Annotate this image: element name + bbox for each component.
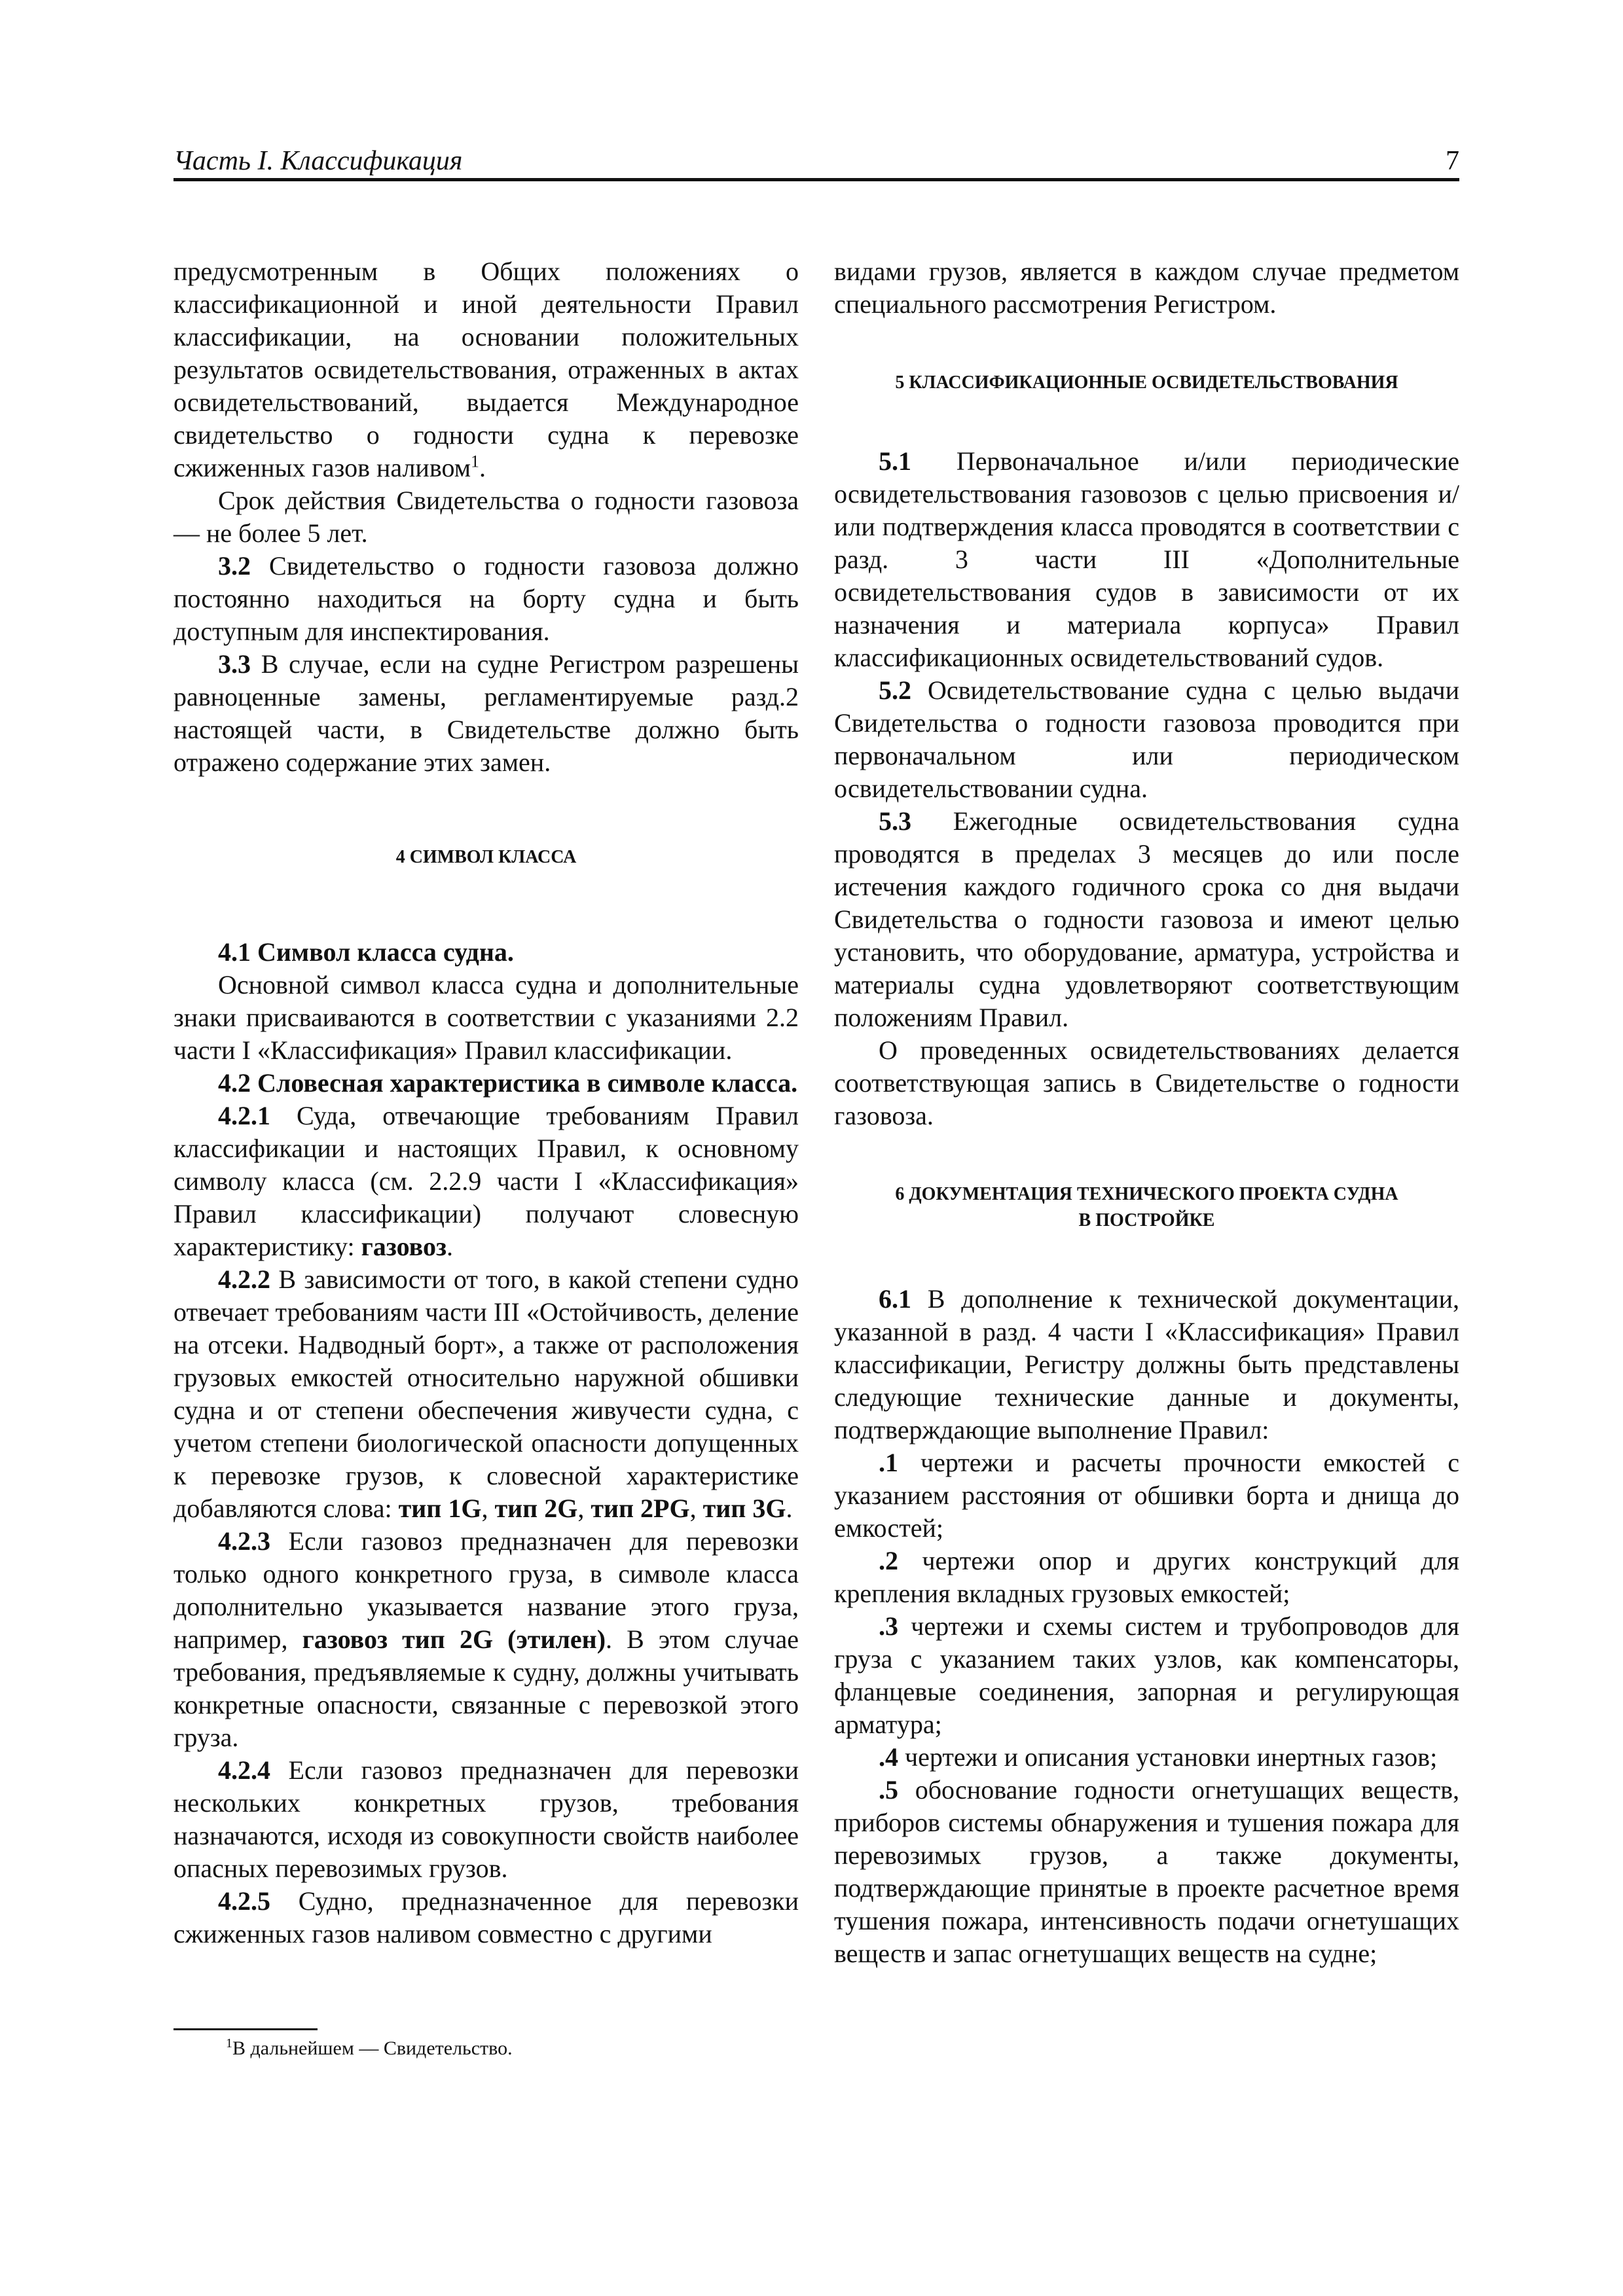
subsection-heading-4-1: 4.1 Символ класса судна. (218, 937, 514, 967)
paragraph-6-1: 6.1 В дополнение к технической документации, указанной в разд. 4 части I «Классификация» Правил классификации, Регистру должны быть представлены следующие технические данные и документы, подтверждающие выполнение Правил: (834, 1284, 1459, 1444)
section-heading-6: 6 ДОКУМЕНТАЦИЯ ТЕХНИЧЕСКОГО ПРОЕКТА СУДНА В ПОСТРОЙКЕ (895, 1184, 1398, 1230)
footnote-rule (173, 2028, 318, 2030)
paragraph-4-2-2: 4.2.2 В зависимости от того, в какой степени судно отвечает требованиям части III «Остойчивость, деление на отсеки. Надводный борт», а также от расположения грузовых емкостей относительно наружной обшивки судна и от степени обеспечения живучести судна, с учетом степени биологической опасности допущенных к перевозке грузов, к словесной характеристике добавляются слова: тип 1G, тип 2G, тип 2PG, тип 3G. (173, 1265, 799, 1523)
footnote-marker: 1 (471, 452, 480, 471)
running-header (173, 145, 1459, 178)
right-column (834, 255, 1459, 1970)
paragraph-continued: видами грузов, является в каждом случае предметом специального рассмотрения Регистром. (834, 257, 1459, 319)
list-item-2: .2 чертежи опор и других конструкций для крепления вкладных грузовых емкостей; (834, 1546, 1459, 1608)
subsection-heading-4-2: 4.2 Словесная характеристика в символе класса. (218, 1068, 798, 1098)
footnote-number: 1 (226, 2036, 232, 2051)
paragraph-3-2: 3.2 Свидетельство о годности газовоза должно постоянно находиться на борту судна и быть доступным для инспектирования. (173, 551, 799, 646)
list-item-1: .1 чертежи и расчеты прочности емкостей с указанием расстояния от обшивки борта и днища до емкостей; (834, 1448, 1459, 1543)
paragraph-4-2-3: 4.2.3 Если газовоз предназначен для перевозки только одного конкретного груза, в символе класса дополнительно указывается название этого груза, например, газовоз тип 2G (этилен). В этом случае требования, предъявляемые к судну, должны учитывать конкретные опасности, связанные с перевозкой этого груза. (173, 1526, 799, 1752)
paragraph-5-2: 5.2 Освидетельствование судна с целью выдачи Свидетельства о годности газовоза проводится при первоначальном или периодическом освидетельствовании судна. (834, 675, 1459, 803)
paragraph-4-1: Основной символ класса судна и дополнительные знаки присваиваются в соответствии с указаниями 2.2 части I «Классификация» Правил классификации. (173, 970, 799, 1065)
paragraph-4-2-5: 4.2.5 Судно, предназначенное для перевозки сжиженных газов наливом совместно с другими (173, 1886, 799, 1948)
list-item-3: .3 чертежи и схемы систем и трубопроводов для груза с указанием таких узлов, как компенсаторы, фланцевые соединения, запорная и регулирующая арматура; (834, 1611, 1459, 1739)
left-column (173, 255, 799, 1950)
list-item-4: .4 чертежи и описания установки инертных газов; (879, 1742, 1438, 1772)
footnote (226, 2036, 513, 2062)
section-heading-4: 4 СИМВОЛ КЛАССА (395, 847, 577, 867)
paragraph-3-3: 3.3 В случае, если на судне Регистром разрешены равноценные замены, регламентируемые разд.2 настоящей части, в Свидетельстве должно быть отражено содержание этих замен. (173, 649, 799, 777)
page-number: 7 (1446, 146, 1459, 176)
paragraph-5-4: О проведенных освидетельствованиях делается соответствующая запись в Свидетельстве о годности газовоза. (834, 1035, 1459, 1130)
paragraph-4-2-4: 4.2.4 Если газовоз предназначен для перевозки нескольких конкретных грузов, требования назначаются, исходя из совокупности свойств наиболее опасных перевозимых грузов. (173, 1755, 799, 1883)
paragraph-4-2-1: 4.2.1 Суда, отвечающие требованиям Правил классификации и настоящих Правил, к основному символу класса (см. 2.2.9 части I «Классификация» Правил классификации) получают словесную характеристику: газовоз. (173, 1101, 799, 1261)
paragraph-5-3: 5.3 Ежегодные освидетельствования судна проводятся в пределах 3 месяцев до или после истечения каждого годичного срока со дня выдачи Свидетельства о годности газовоза и имеют целью установить, что оборудование, арматура, устройства и материалы судна удовлетворяют соответствующим положениям Правил. (834, 806, 1459, 1032)
paragraph-continued: предусмотренным в Общих положениях о классификационной и иной деятельности Правил классификации, на основании положительных результатов освидетельствования, отраженных в актах освидетельствований, выдается Международное свидетельство о годности судна к перевозке сжиженных газов наливом$^1$. (173, 257, 799, 482)
list-item-5: .5 обоснование годности огнетушащих веществ, приборов системы обнаружения и тушения пожара для перевозимых грузов, а также документы, подтверждающие принятые в проекте расчетное время тушения пожара, интенсивность подачи огнетушащих веществ и запас огнетушащих веществ на судне; (834, 1775, 1459, 1968)
footnote-text: В дальнейшем — Свидетельство. (232, 2037, 513, 2059)
paragraph-5-1: 5.1 Первоначальное и/или периодические освидетельствования газовозов с целью присвоения и/или подтверждения класса проводятся в соответствии с разд. 3 части III «Дополнительные освидетельствования судов в зависимости от их назначения и материала корпуса» Правил классификационных освидетельствований судов. (834, 446, 1459, 672)
section-heading-5: 5 КЛАССИФИКАЦИОННЫЕ ОСВИДЕТЕЛЬСТВОВАНИЯ (895, 372, 1398, 393)
header-rule (173, 178, 1459, 181)
running-title: Часть I. Классификация (173, 146, 463, 176)
paragraph-validity: Срок действия Свидетельства о годности газовоза — не более 5 лет. (173, 486, 799, 548)
